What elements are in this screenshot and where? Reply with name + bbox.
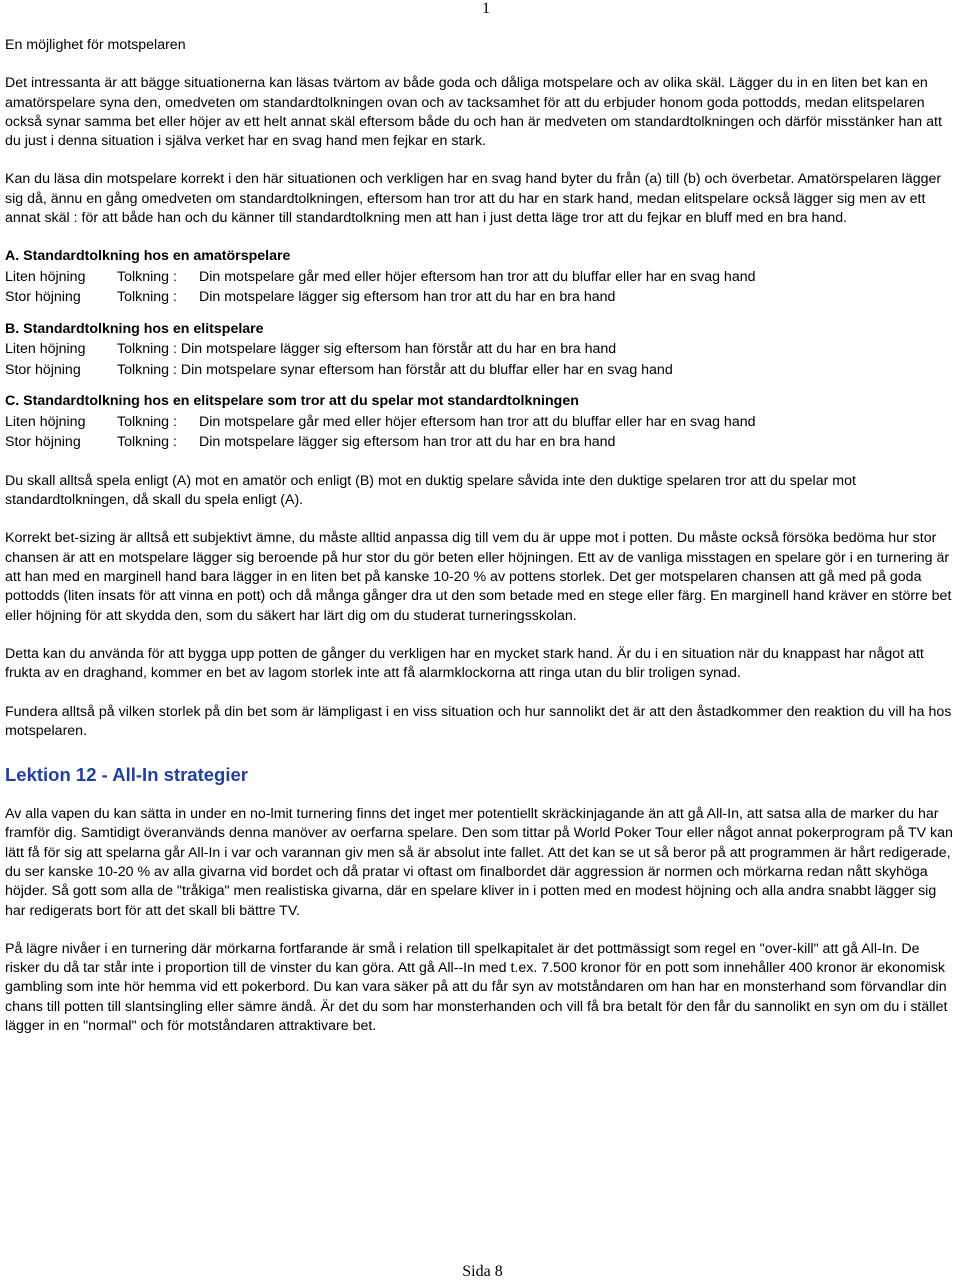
row-label: Liten höjning bbox=[5, 413, 86, 430]
document-body bbox=[5, 36, 955, 1036]
paragraph: Av alla vapen du kan sätta in under en no-lmit turnering finns det inget mer potentiellt skräckinjagande än att gå All-In, att satsa alla de marker du har framför dig. Samtidigt överanvänds denna manöver av oerfarna spelare. Den som tittar på World Poker Tour eller något annat pokerprogram på TV kan lätt få för sig att spelarna går All-In i var och varannan giv men så är absolut inte fallet. Att det kan se ut så beror på att programmen är hårt redigerade, du ser kanske 10-20 % av alla givarna vid bordet och då pratar vi oftast om finalbordet där aggression är normen och mörkarna redan nått skyhöga höjder. Så gott som alla de "tråkiga" men realistiska givarna, där en spelare kliver in i potten med en modest höjning och alla andra snabbt lägger sig har redigerats bort för att det skall bli bättre TV. bbox=[5, 806, 953, 919]
row-label: Stor höjning bbox=[5, 361, 81, 378]
section-title: A. Standardtolkning hos en amatörspelare bbox=[5, 248, 291, 265]
interpretation-row bbox=[5, 360, 955, 381]
paragraph: Du skall alltså spela enligt (A) mot en amatör och enligt (B) mot en duktig spelare såvida inte den duktige spelaren tror att du spelar mot standardtolkningen, då skall du spela enligt (A). bbox=[5, 472, 856, 509]
row-key: Tolkning : Din motspelare synar eftersom han förstår att du bluffar eller har en svag hand bbox=[117, 361, 673, 378]
row-key: Tolkning : bbox=[117, 434, 177, 451]
page-number-top: 1 bbox=[482, 0, 490, 17]
row-label: Liten höjning bbox=[5, 268, 86, 285]
row-text: Din motspelare går med eller höjer eftersom han tror att du bluffar eller har en svag hand bbox=[199, 413, 756, 430]
lesson-title: Lektion 12 - All-In strategier bbox=[5, 764, 248, 786]
row-text: Din motspelare lägger sig eftersom han tror att du har en bra hand bbox=[199, 434, 616, 451]
interpretation-row bbox=[5, 287, 955, 308]
row-label: Liten höjning bbox=[5, 341, 86, 358]
paragraph: Detta kan du använda för att bygga upp potten de gånger du verkligen har en mycket stark hand. Är du i en situation när du knappast har något att frukta av en draghand, kommer en bet av lagom storlek inte att få alarmklockorna att ringa utan du blir troligen synad. bbox=[5, 645, 924, 682]
interpretation-section-c bbox=[5, 392, 955, 452]
interpretation-row bbox=[5, 267, 955, 288]
row-label: Stor höjning bbox=[5, 434, 81, 451]
section-title: C. Standardtolkning hos en elitspelare som tror att du spelar mot standardtolkningen bbox=[5, 393, 579, 410]
row-label: Stor höjning bbox=[5, 289, 81, 306]
paragraph: Korrekt bet-sizing är alltså ett subjektivt ämne, du måste alltid anpassa dig till vem du är uppe mot i potten. Du måste också försöka bedöma hur stor chansen är att en motspelare lägger sig beroende på hur stor du gör beten eller höjningen. Ett av de vanliga misstagen en spelare gör i en turnering är att han med en marginell hand bara lägger in en liten bet på kanske 10-20 % av pottens storlek. Det ger motspelaren chansen att gå med på goda pottodds (liten insats för att vinna en pott) och då många gånger dra ut den som betade med en stege eller färg. En marginell hand kräver en större bet eller höjning för att skydda den, som du säkert har lärt dig om du studerat turneringsskolan. bbox=[5, 530, 952, 624]
row-key: Tolkning : bbox=[117, 289, 177, 306]
paragraph: Det intressanta är att bägge situationerna kan läsas tvärtom av både goda och dåliga motspelare och av olika skäl. Lägger du in en liten bet kan en amatörspelare syna den, omedveten om standardtolkningen ovan och av tacksamhet för att du erbjuder honom goda pottodds, medan elitspelaren också synar samma bet eller höjer av ett helt annat skäl eftersom både du och han är medveten om standardtolkningen och därför misstänker han att du just i denna situation i själva verket har en svag hand men fejkar en stark. bbox=[5, 75, 942, 150]
row-key: Tolkning : Din motspelare lägger sig eftersom han förstår att du har en bra hand bbox=[117, 341, 617, 358]
row-key: Tolkning : bbox=[117, 268, 177, 285]
interpretation-row bbox=[5, 432, 955, 453]
row-key: Tolkning : bbox=[117, 413, 177, 430]
interpretation-section-b bbox=[5, 320, 955, 380]
row-text: Din motspelare lägger sig eftersom han tror att du har en bra hand bbox=[199, 289, 616, 306]
paragraph: Kan du läsa din motspelare korrekt i den här situationen och verkligen har en svag hand byter du från (a) till (b) och överbetar. Amatörspelaren lägger sig då, ännu en gång omedveten om standardtolkningen, eftersom han tror att du har en stark hand, medan elitspelare också lägger sig men av ett annat skäl : för att både han och du känner till standardtolkning men att han i just detta läge tror att du fejkar en bluff med en bra hand. bbox=[5, 171, 942, 227]
page-footer: Sida 8 bbox=[462, 1263, 503, 1280]
interpretation-section-a bbox=[5, 247, 955, 307]
interpretation-row bbox=[5, 339, 955, 360]
section-heading: En möjlighet för motspelaren bbox=[5, 37, 186, 53]
paragraph: Fundera alltså på vilken storlek på din bet som är lämpligast i en viss situation och hur sannolikt det är att den åstadkommer den reaktion du vill ha hos motspelaren. bbox=[5, 703, 952, 739]
paragraph: På lägre nivåer i en turnering där mörkarna fortfarande är små i relation till spelkapitalet är det pottmässigt som regel en "over-kill" att gå All-In. De risker du då tar står inte i proportion till de vinster du kan göra. Att gå All--In med t.ex. 7.500 kronor för en pott som innehåller 400 kronor är ekonomisk gambling som inte hör hemma vid ett pokerbord. Du kan vara säker på att du får syn av motståndaren om han har en monsterhand som förvandlar din chans till potten till slantsingling eller sämre ändå. Är det du som har monsterhanden och vill få bra betalt för den får du sannolikt en syn om du i stället lägger in en "normal" och för motståndaren attraktivare bet. bbox=[5, 940, 948, 1035]
section-title: B. Standardtolkning hos en elitspelare bbox=[5, 320, 264, 337]
row-text: Din motspelare går med eller höjer eftersom han tror att du bluffar eller har en svag hand bbox=[199, 268, 756, 285]
interpretation-row bbox=[5, 412, 955, 433]
